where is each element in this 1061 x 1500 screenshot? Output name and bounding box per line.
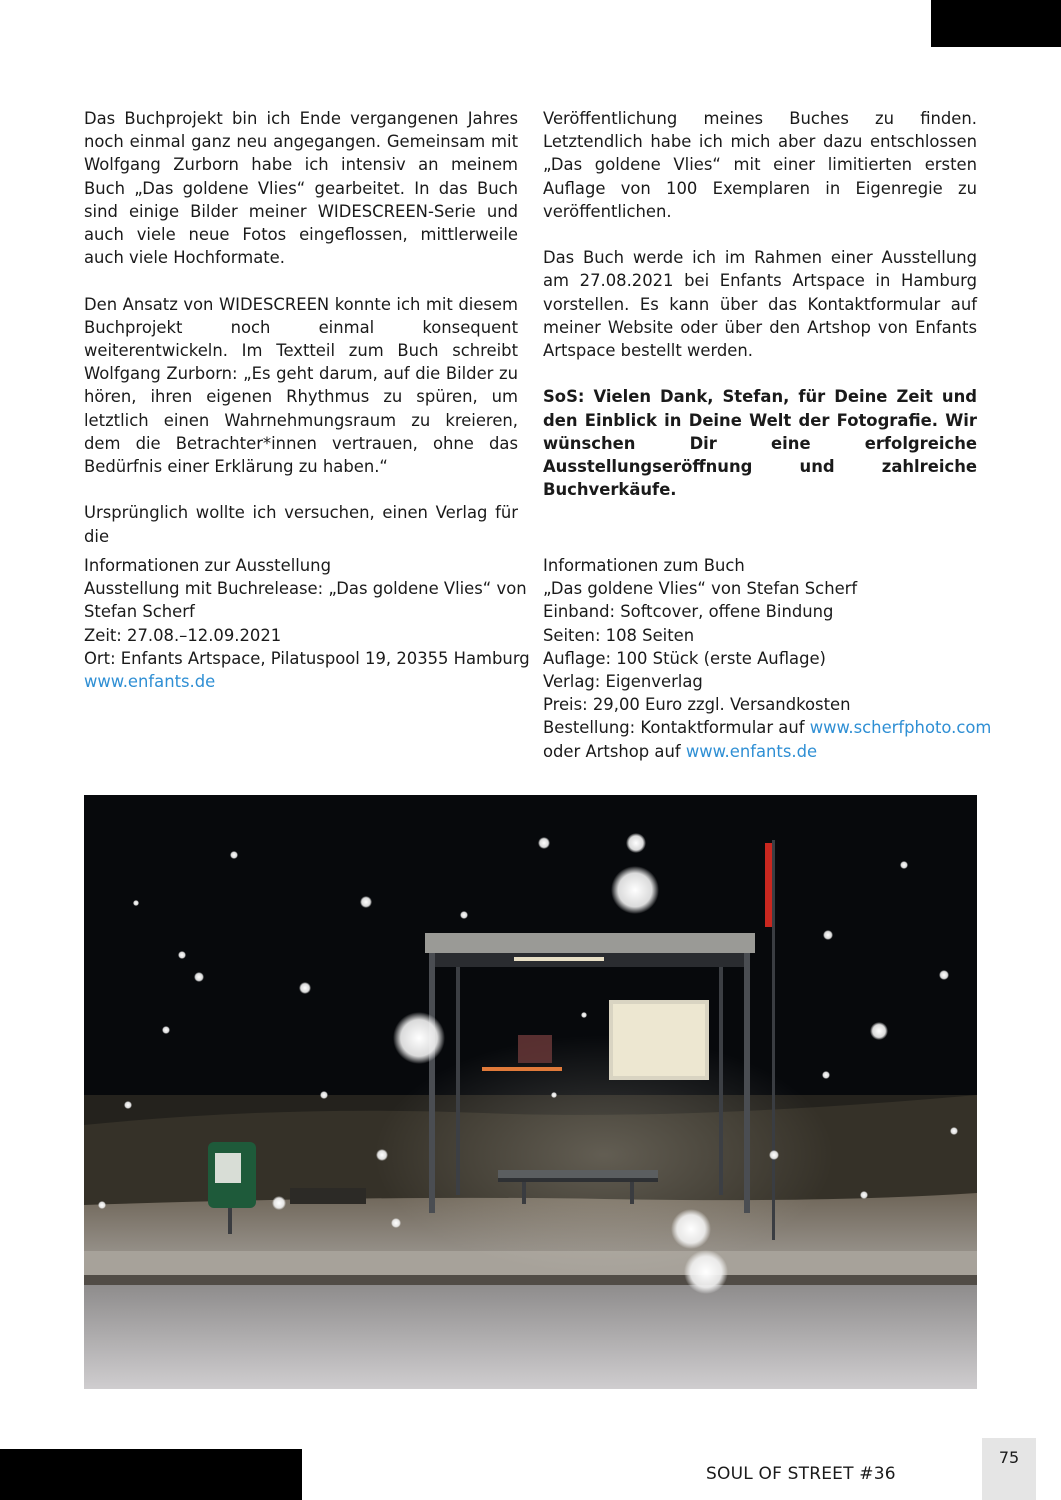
interview-closing: SoS: Vielen Dank, Stefan, für Deine Zeit und den Einblick in Deine Welt der Fotografie. Wir wünschen Dir eine erfolgreiche Ausstellungseröffnung und zahlreiche Buchverkäufe. bbox=[543, 387, 977, 500]
article-paragraph: Das Buch werde ich im Rahmen einer Ausstellung am 27.08.2021 bei Enfants Artspace in Hamburg vorstellen. Es kann über das Kontaktformular auf meiner Website oder über den Artshop von Enfants Artspace bestellt werden. bbox=[543, 248, 977, 361]
exhibition-place: Ort: Enfants Artspace, Pilatuspool 19, 20355 Hamburg bbox=[84, 648, 530, 668]
top-corner-block bbox=[931, 0, 1061, 47]
exhibition-info-line: Ausstellung mit Buchrelease: „Das goldene Vlies“ von bbox=[84, 579, 527, 599]
page-number-box bbox=[982, 1438, 1036, 1500]
bus-stop-night-photo bbox=[84, 795, 977, 1389]
exhibition-info-line: Stefan Scherf bbox=[84, 602, 195, 622]
article-paragraph: Den Ansatz von WIDESCREEN konnte ich mit diesem Buchprojekt noch einmal konsequent weiterentwickeln. Im Textteil zum Buch schreibt Wolfgang Zurborn: „Es geht darum, auf die Bilder zu hören, ihren eigenen Rhythmus zu spüren, um letztlich einen Wahrnehmungsraum zu kreieren, dem die Betrachter*innen vertrauen, ohne das Bedürfnis einer Erklärung zu haben.“ bbox=[84, 294, 518, 477]
article-column-right bbox=[543, 107, 977, 501]
exhibition-info bbox=[84, 554, 530, 693]
book-binding: Einband: Softcover, offene Bindung bbox=[543, 602, 834, 622]
bottom-corner-block bbox=[0, 1449, 302, 1500]
article-paragraph: Das Buchprojekt bin ich Ende vergangenen Jahres noch einmal ganz neu angegangen. Gemeinsam mit Wolfgang Zurborn habe ich intensiv an meinem Buch „Das goldene Vlies“ gearbeitet. In das Buch sind einige Bilder meiner WIDESCREEN-Serie und auch viele neue Fotos eingeflossen, mittlerweile auch viele Hochformate. bbox=[84, 109, 518, 268]
exhibition-info-heading: Informationen zur Ausstellung bbox=[84, 556, 331, 575]
book-info-heading: Informationen zum Buch bbox=[543, 556, 745, 575]
book-artshop-label: oder Artshop auf bbox=[543, 741, 686, 761]
article-column-left bbox=[84, 107, 518, 548]
article-paragraph: Veröffentlichung meines Buches zu finden. Letztendlich habe ich mich aber dazu entschlossen „Das goldene Vlies“ mit einer limitierten ersten Auflage von 100 Exemplaren in Eigenregie zu veröffentlichen. bbox=[543, 109, 977, 221]
scherfphoto-link[interactable]: www.scherfphoto.com bbox=[809, 718, 992, 738]
book-edition: Auflage: 100 Stück (erste Auflage) bbox=[543, 648, 826, 668]
magazine-footer-title: SOUL OF STREET #36 bbox=[706, 1464, 896, 1484]
book-order-label: Bestellung: Kontaktformular auf bbox=[543, 718, 810, 738]
page-number: 75 bbox=[998, 1448, 1020, 1467]
book-order bbox=[543, 716, 992, 739]
artshop-link[interactable]: www.enfants.de bbox=[685, 741, 818, 761]
book-title: „Das goldene Vlies“ von Stefan Scherf bbox=[543, 579, 858, 599]
book-pages: Seiten: 108 Seiten bbox=[543, 625, 695, 645]
enfants-link[interactable]: www.enfants.de bbox=[84, 672, 216, 692]
article-paragraph: Ursprünglich wollte ich versuchen, einen Verlag für die bbox=[84, 503, 518, 546]
book-price: Preis: 29,00 Euro zzgl. Versandkosten bbox=[543, 695, 851, 715]
exhibition-time: Zeit: 27.08.–12.09.2021 bbox=[84, 625, 282, 645]
photo-illustration bbox=[84, 795, 977, 1389]
book-artshop bbox=[543, 740, 983, 763]
book-publisher: Verlag: Eigenverlag bbox=[543, 672, 703, 692]
book-info bbox=[543, 554, 992, 763]
